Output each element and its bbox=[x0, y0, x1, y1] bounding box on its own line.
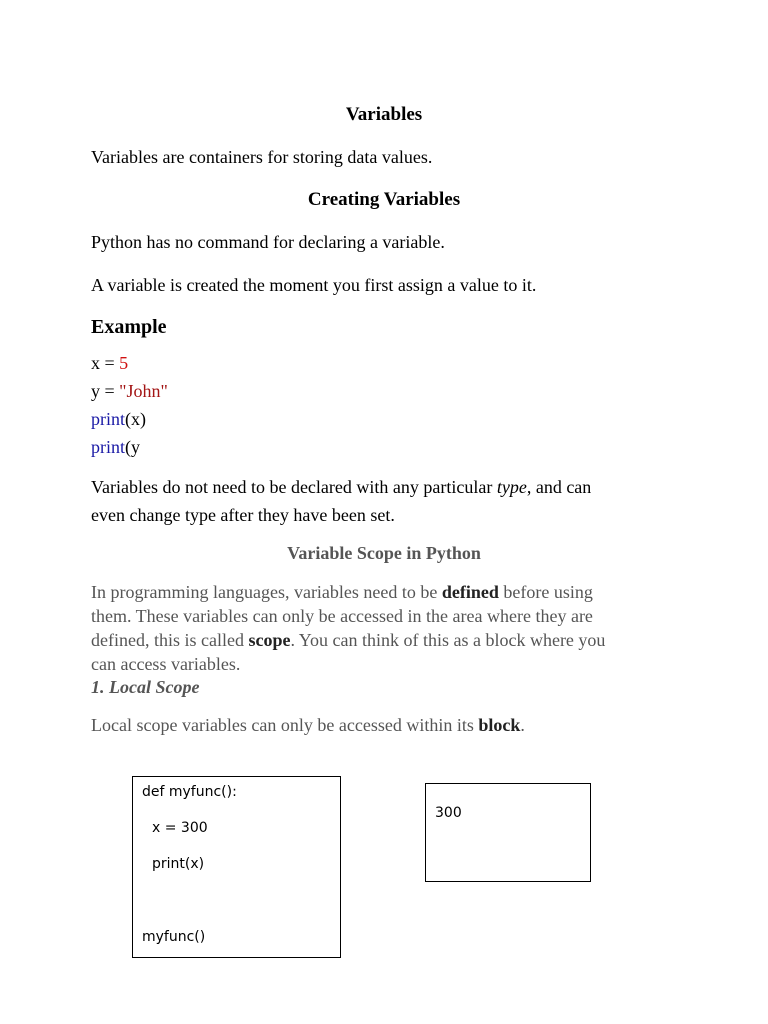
code-line-3-args: (x) bbox=[125, 409, 146, 429]
intro-paragraph: Variables are containers for storing data values. bbox=[91, 147, 433, 167]
output-box bbox=[425, 783, 591, 882]
scope-paragraph-line-2: them. These variables can only be accessed in the area where they are bbox=[91, 606, 593, 626]
output-value: 300 bbox=[435, 805, 462, 821]
local-bold-block: block bbox=[478, 715, 521, 735]
types-italic-word: type bbox=[496, 477, 527, 497]
code-line-4 bbox=[91, 437, 140, 458]
code-box-line-3: print(x) bbox=[152, 856, 205, 872]
code-line-2-prefix: y = bbox=[91, 381, 120, 401]
local-text-a: Local scope variables can only be accessed within its bbox=[91, 715, 479, 735]
code-line-1-value: 5 bbox=[119, 353, 129, 373]
types-text-2: , and can bbox=[526, 477, 592, 497]
local-scope-heading: 1. Local Scope bbox=[91, 677, 200, 697]
local-text-b: . bbox=[520, 715, 525, 735]
scope-text-1a: In programming languages, variables need to be bbox=[91, 582, 442, 602]
scope-text-1b: before using bbox=[498, 582, 593, 602]
scope-paragraph-line-1 bbox=[91, 582, 593, 603]
code-line-3-function: print bbox=[91, 409, 125, 429]
local-scope-paragraph bbox=[91, 715, 525, 736]
types-paragraph-line-1 bbox=[91, 477, 591, 498]
code-line-1 bbox=[91, 353, 128, 374]
scope-heading: Variable Scope in Python bbox=[287, 543, 481, 563]
scope-text-3b: . You can think of this as a block where you bbox=[290, 630, 606, 650]
code-line-4-args: (y bbox=[125, 437, 140, 457]
code-line-1-prefix: x = bbox=[91, 353, 120, 373]
types-paragraph-line-2: even change type after they have been set. bbox=[91, 505, 395, 525]
types-text-1: Variables do not need to be declared with any particular bbox=[91, 477, 497, 497]
scope-bold-scope: scope bbox=[248, 630, 291, 650]
scope-paragraph-line-3 bbox=[91, 630, 605, 651]
code-line-3 bbox=[91, 409, 146, 430]
scope-text-3a: defined, this is called bbox=[91, 630, 249, 650]
code-line-2-value: "John" bbox=[119, 381, 168, 401]
code-box-line-4: myfunc() bbox=[142, 929, 206, 945]
code-box-line-1: def myfunc(): bbox=[142, 784, 237, 800]
example-heading: Example bbox=[91, 316, 167, 338]
page-title: Variables bbox=[345, 104, 423, 125]
scope-bold-defined: defined bbox=[441, 582, 499, 602]
code-example-box bbox=[132, 776, 341, 958]
variable-created-paragraph: A variable is created the moment you first assign a value to it. bbox=[91, 275, 537, 295]
code-line-4-function: print bbox=[91, 437, 125, 457]
scope-paragraph-line-4: can access variables. bbox=[91, 654, 241, 674]
code-line-2 bbox=[91, 381, 168, 402]
no-command-paragraph: Python has no command for declaring a variable. bbox=[91, 232, 445, 252]
code-box-line-2: x = 300 bbox=[152, 820, 208, 836]
creating-variables-heading: Creating Variables bbox=[307, 189, 461, 210]
